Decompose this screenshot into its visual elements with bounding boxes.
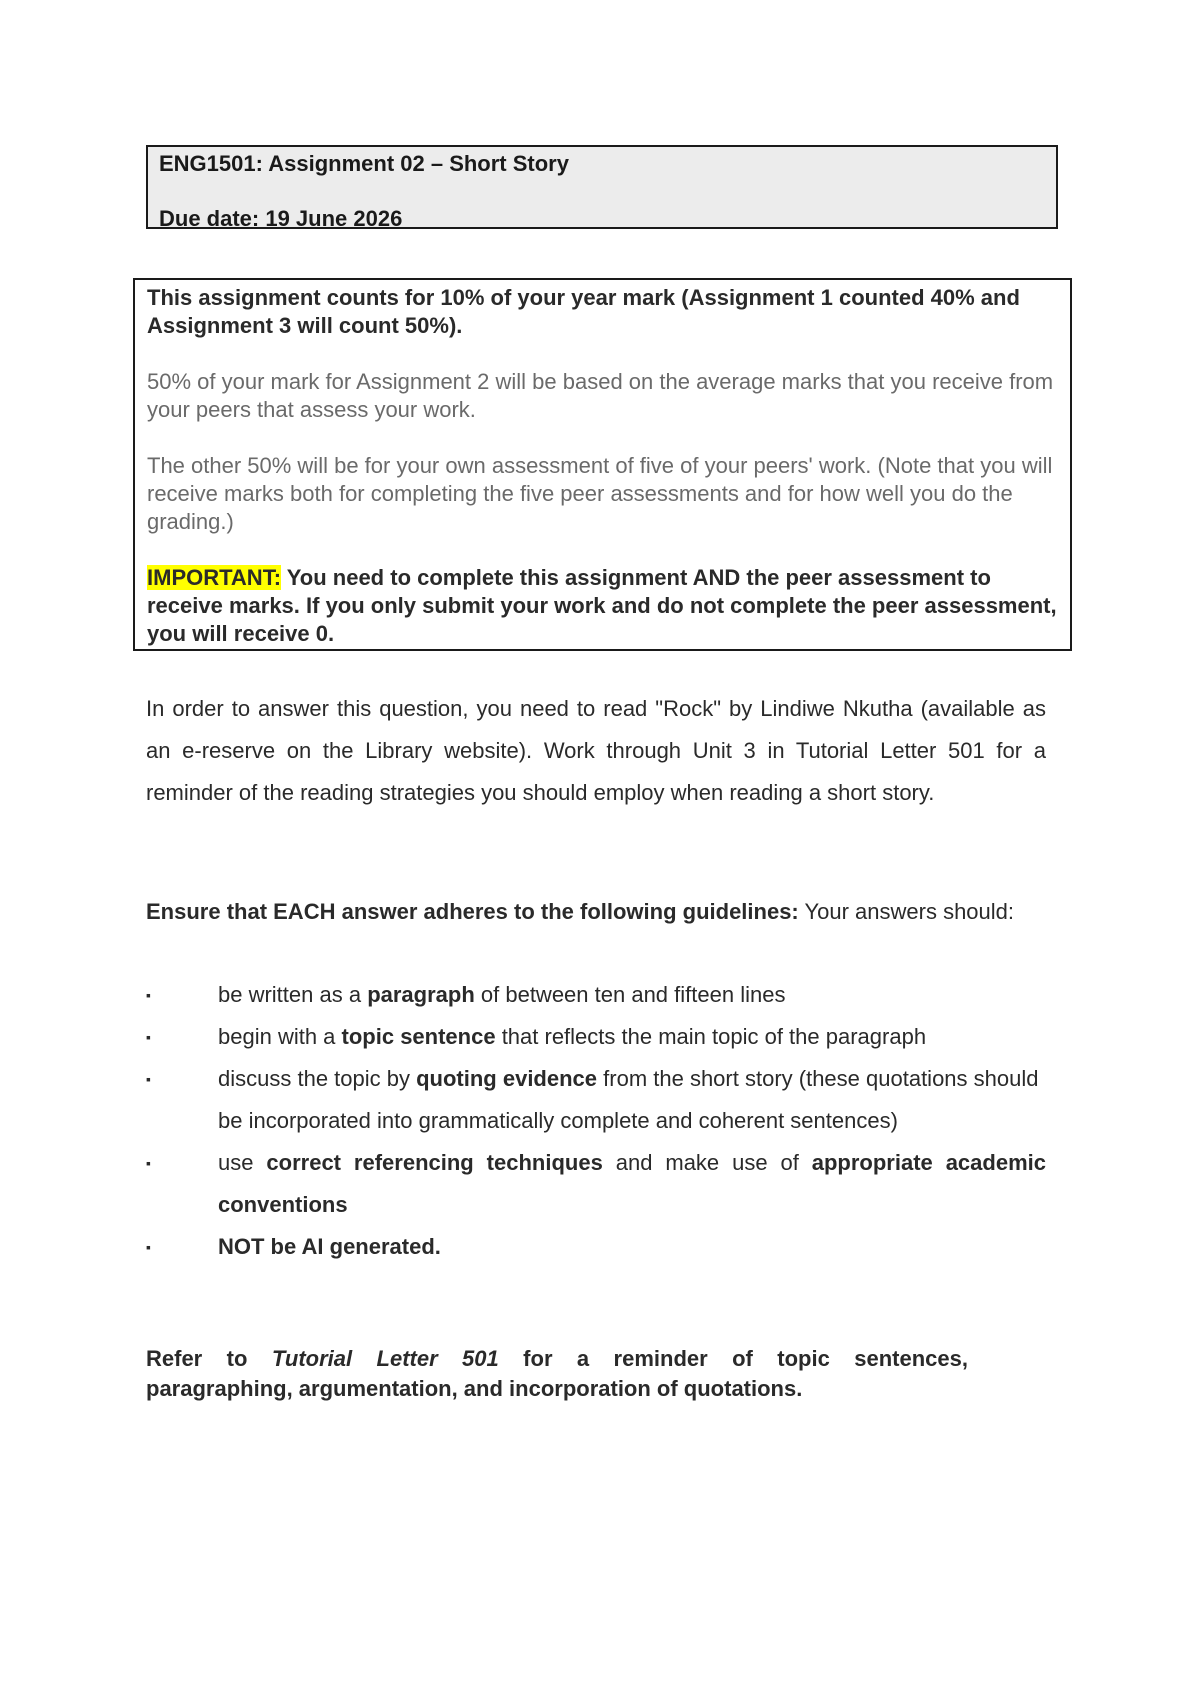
assignment-title: ENG1501: Assignment 02 – Short Story	[159, 151, 569, 176]
important-label: IMPORTANT:	[147, 565, 282, 590]
guidelines-heading	[146, 896, 1046, 928]
own-assessment-note: The other 50% will be for your own assessment of five of your peers' work. (Note that you will receive marks both for completing the five peer assessments and for how well you do the grading.)	[147, 453, 1053, 534]
item-text: and make use of	[602, 1150, 812, 1175]
bullet-marker: ▪	[146, 1155, 151, 1171]
important-note	[147, 564, 1058, 648]
refer-italic: Tutorial Letter 501	[271, 1346, 499, 1371]
due-date: Due date: 19 June 2026	[159, 206, 403, 231]
guidelines-heading-rest: Your answers should:	[798, 899, 1015, 924]
assignment-header-box	[146, 145, 1058, 229]
item-text: from the short story (these quotations should be incorporated into grammatically complete and coherent sentences)	[218, 1066, 1039, 1133]
item-bold: quoting evidence	[416, 1066, 598, 1091]
list-item	[146, 974, 1046, 1016]
refer-note	[146, 1344, 968, 1404]
item-text: be written as a	[218, 982, 368, 1007]
important-text: You need to complete this assignment AND the peer assessment to receive marks. If you only submit your work and do not complete the peer assessment, you will receive 0.	[147, 565, 1057, 646]
weighting-note: This assignment counts for 10% of your year mark (Assignment 1 counted 40% and Assignment 3 will count 50%).	[147, 285, 1020, 338]
bullet-marker: ▪	[146, 1029, 151, 1045]
item-text: use	[218, 1150, 267, 1175]
peer-marks-note: 50% of your mark for Assignment 2 will be based on the average marks that you receive from your peers that assess your work.	[147, 369, 1054, 422]
item-text: that reflects the main topic of the paragraph	[495, 1024, 927, 1049]
list-item	[146, 1058, 1046, 1142]
bullet-marker: ▪	[146, 987, 151, 1003]
item-text: begin with a	[218, 1024, 342, 1049]
item-text: discuss the topic by	[218, 1066, 417, 1091]
guidelines-list	[146, 974, 1046, 1268]
bullet-marker: ▪	[146, 1071, 151, 1087]
item-bold: paragraph	[367, 982, 475, 1007]
item-bold: topic sentence	[341, 1024, 496, 1049]
guidelines-heading-bold: Ensure that EACH answer adheres to the following guidelines:	[146, 899, 799, 924]
item-text: of between ten and fifteen lines	[474, 982, 786, 1007]
refer-line-1	[146, 1344, 968, 1374]
item-bold: appropriate academic conventions	[218, 1150, 1046, 1217]
refer-line-2: paragraphing, argumentation, and incorporation of quotations.	[146, 1376, 803, 1401]
refer-text: Refer to	[146, 1346, 272, 1371]
list-item	[146, 1142, 1046, 1226]
intro-paragraph: In order to answer this question, you need to read "Rock" by Lindiwe Nkutha (available as an e-reserve on the Library website). Work through Unit 3 in Tutorial Letter 501 for a reminder of the reading strategies you should employ when reading a short story.	[146, 696, 1046, 805]
item-bold: correct referencing techniques	[266, 1150, 603, 1175]
bullet-marker: ▪	[146, 1239, 151, 1255]
list-item	[146, 1016, 1046, 1058]
item-bold: NOT be AI generated.	[218, 1234, 441, 1259]
list-item	[146, 1226, 1046, 1268]
refer-text: for a reminder of topic sentences,	[498, 1346, 968, 1371]
assignment-info-box	[133, 278, 1072, 651]
